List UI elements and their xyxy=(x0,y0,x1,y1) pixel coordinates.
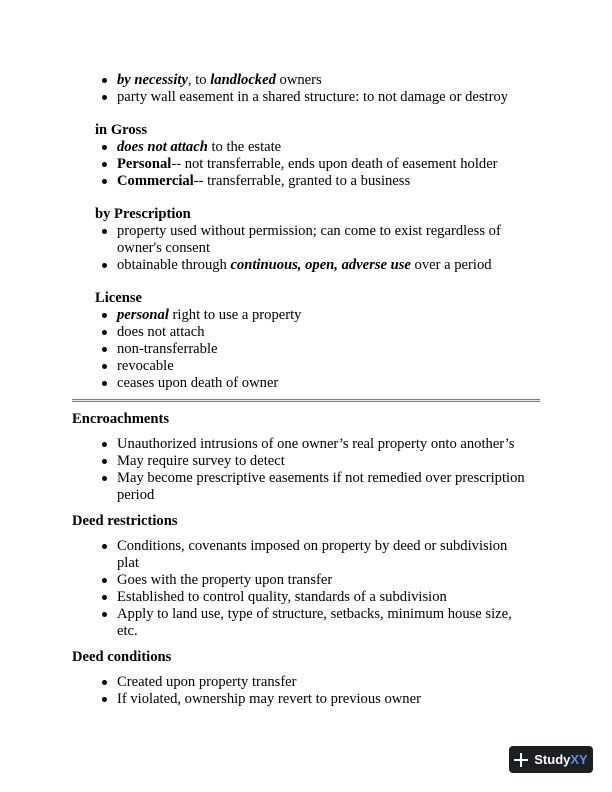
license-section xyxy=(95,290,545,392)
deed-conditions-list xyxy=(95,674,542,708)
section-heading: by Prescription xyxy=(95,206,191,222)
list-item: Unauthorized intrusions of one owner’s real property onto another’s xyxy=(95,436,542,453)
list-item: by necessity, to landlocked owners xyxy=(95,72,545,89)
list-item: ceases upon death of owner xyxy=(95,375,545,392)
deed-conditions-section xyxy=(72,649,542,708)
prescription-section xyxy=(95,206,525,274)
studyxy-logo-badge[interactable] xyxy=(509,746,593,773)
list-item: Commercial-- transferrable, granted to a business xyxy=(95,173,545,190)
easement-top-list-block xyxy=(95,72,545,106)
list-item: If violated, ownership may revert to previous owner xyxy=(95,691,542,708)
brand-text: Study xyxy=(534,752,571,767)
list-item: personal right to use a property xyxy=(95,307,545,324)
list-item: Created upon property transfer xyxy=(95,674,542,691)
plus-icon xyxy=(514,753,528,767)
list-item: revocable xyxy=(95,358,545,375)
list-item: party wall easement in a shared structure: to not damage or destroy xyxy=(95,89,545,106)
in-gross-section xyxy=(95,122,545,190)
encroachments-list xyxy=(95,436,542,504)
section-heading: Deed conditions xyxy=(72,649,172,665)
list-item: Established to control quality, standards of a subdivision xyxy=(95,589,515,606)
brand-accent-text: XY xyxy=(570,752,588,767)
easement-top-list xyxy=(95,72,545,106)
list-item: Personal-- not transferrable, ends upon death of easement holder xyxy=(95,156,545,173)
list-item: does not attach xyxy=(95,324,545,341)
license-list xyxy=(95,307,545,392)
encroachments-section xyxy=(72,411,542,504)
prescription-list xyxy=(95,223,525,274)
section-heading: in Gross xyxy=(95,122,148,138)
list-item: non-transferrable xyxy=(95,341,545,358)
list-item: property used without permission; can come to exist regardless of owner's consent xyxy=(95,223,525,257)
deed-restrictions-section xyxy=(72,513,542,640)
list-item: May require survey to detect xyxy=(95,453,542,470)
list-item: Conditions, covenants imposed on property by deed or subdivision plat xyxy=(95,538,515,572)
list-item: May become prescriptive easements if not remedied over prescription period xyxy=(95,470,542,504)
section-heading: Encroachments xyxy=(72,411,170,427)
list-item: Apply to land use, type of structure, setbacks, minimum house size, etc. xyxy=(95,606,515,640)
deed-restrictions-list xyxy=(95,538,515,640)
section-heading: License xyxy=(95,290,143,306)
section-heading: Deed restrictions xyxy=(72,513,178,529)
section-divider xyxy=(72,399,540,402)
list-item: obtainable through continuous, open, adverse use over a period xyxy=(95,257,525,274)
list-item: Goes with the property upon transfer xyxy=(95,572,515,589)
list-item: does not attach to the estate xyxy=(95,139,545,156)
in-gross-list xyxy=(95,139,545,190)
